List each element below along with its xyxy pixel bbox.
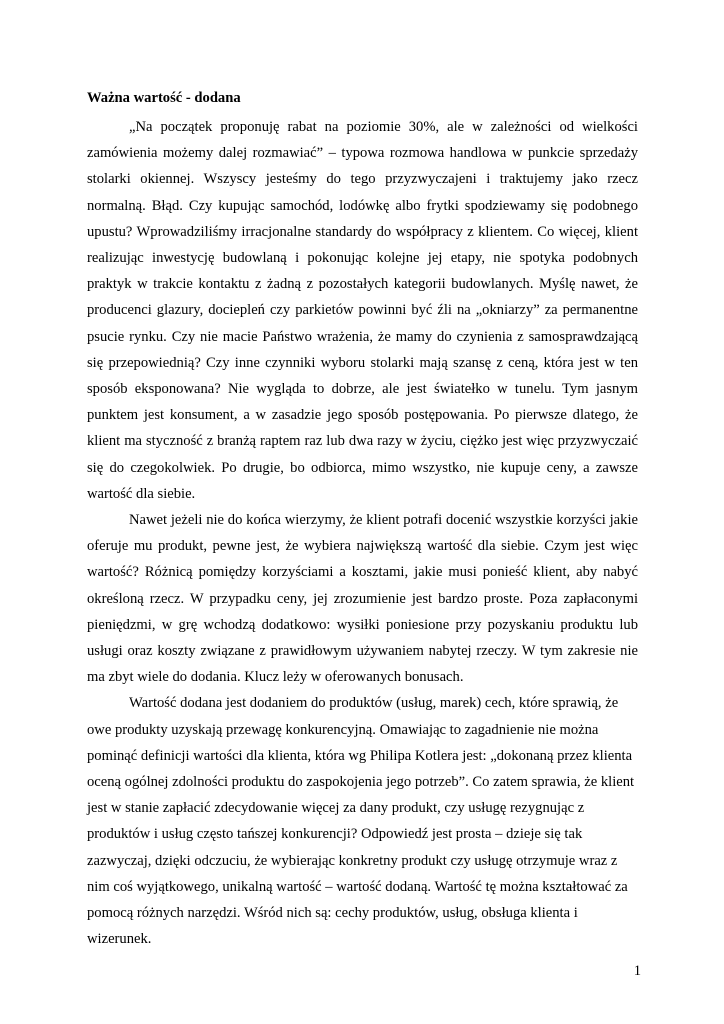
paragraph-3: Wartość dodana jest dodaniem do produktów (usług, marek) cech, które sprawią, że owe produkty uzyskają przewagę konkurencyjną. Omawiając to zagadnienie nie można pominąć definicji wartości dla klienta, która wg Philipa Kotlera jest: „dokonaną przez klienta oceną ogólnej zdolności produktu do zaspokojenia jego potrzeb”. Co zatem sprawia, że klient jest w stanie zapłacić zdecydowanie więcej za dany produkt, czy usługę rezygnując z produktów i usług często tańszej konkurencji? Odpowiedź jest prosta – dzieje się tak zazwyczaj, dzięki odczuciu, że wybierając konkretny produkt czy usługę otrzymuje wraz z nim coś wyjątkowego, unikalną wartość – wartość dodaną. Wartość tę można kształtować za pomocą różnych narzędzi. Wśród nich są: cechy produktów, usług, obsługa klienta i wizerunek. [87, 695, 635, 948]
paragraph-2: Nawet jeżeli nie do końca wierzymy, że klient potrafi docenić wszystkie korzyści jakie oferuje mu produkt, pewne jest, że wybiera największą wartość dla siebie. Czym jest więc wartość? Różnicą pomiędzy korzyściami a kosztami, jakie musi ponieść klient, aby nabyć określoną rzecz. W przypadku ceny, jej zrozumienie jest bardzo proste. Poza zapłaconymi pieniędzmi, w grę wchodzą dodatkowo: wysiłki poniesione przy pozyskaniu produktu lub usługi oraz koszty związane z prawidłowym używaniem nabytej rzeczy. W tym zakresie nie ma zbyt wiele do dodania. Klucz leży w oferowanych bonusach. [87, 512, 638, 686]
page-number: 1 [633, 963, 641, 979]
paragraph-1: „Na początek proponuję rabat na poziomie 30%, ale w zależności od wielkości zamówienia możemy dalej rozmawiać” – typowa rozmowa handlowa w punkcie sprzedaży stolarki okiennej. Wszyscy jesteśmy do tego przyzwyczajeni i traktujemy jako rzecz normalną. Błąd. Czy kupując samochód, lodówkę albo frytki spodziewamy się podobnego upustu? Wprowadziliśmy irracjonalne standardy do współpracy z klientem. Co więcej, klient realizując inwestycję budowlaną i pokonując kolejne jej etapy, nie spotyka podobnych praktyk w trakcie kontaktu z żadną z pozostałych kategorii budowlanych. Myślę nawet, że producenci glazury, dociepleń czy parkietów powinni być źli na „okniarzy” za permanentne psucie rynku. Czy nie macie Państwo wrażenia, że mamy do czynienia z samosprawdzającą się przepowiednią? Czy inne czynniki wyboru stolarki mają szansę z ceną, która jest w ten sposób eksponowana? Nie wygląda to dobrze, ale jest światełko w tunelu. Tym jasnym punktem jest konsument, a w zasadzie jego sposób postępowania. Po pierwsze dlatego, że klient ma styczność z branżą raptem raz lub dwa razy w życiu, ciężko jest więc przyzwyczaić się do czegokolwiek. Po drugie, bo odbiorca, mimo wszystko, nie kupuje ceny, a zawsze wartość dla siebie. [87, 119, 638, 502]
document-body [87, 88, 638, 953]
document-title: Ważna wartość - dodana [87, 90, 241, 106]
